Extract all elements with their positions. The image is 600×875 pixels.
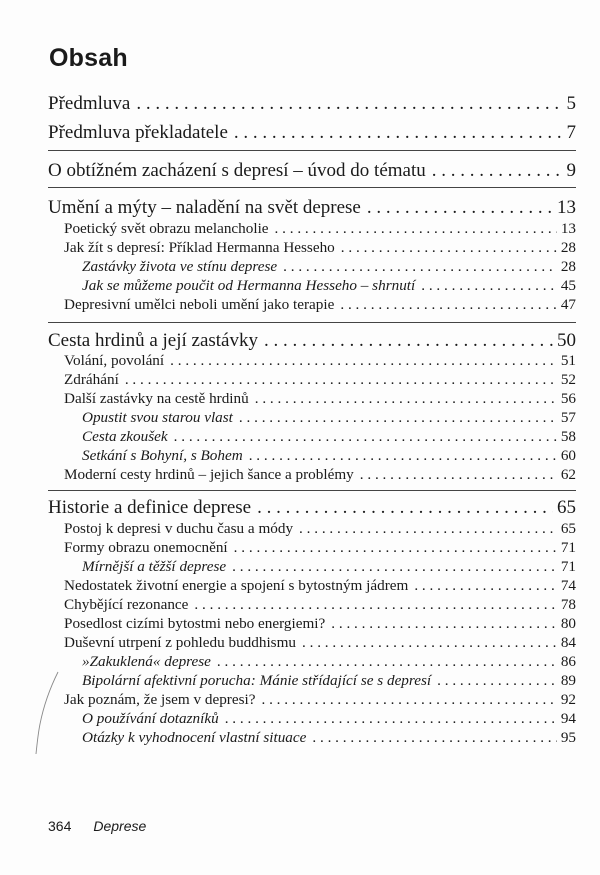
toc-subentry: [64, 239, 576, 257]
entry-page: 28: [560, 239, 576, 256]
section-divider: [48, 322, 576, 323]
toc-subsubentry: [82, 558, 576, 576]
dot-leader: [234, 539, 557, 557]
toc-subsubentry: [82, 258, 576, 276]
entry-page: 13: [557, 197, 576, 218]
entry-page: 7: [566, 122, 576, 143]
entry-title: Formy obrazu onemocnění: [64, 539, 228, 556]
dot-leader: [232, 558, 557, 576]
entry-page: 84: [560, 634, 576, 651]
dot-leader: [261, 691, 556, 709]
toc-subentry: [64, 390, 576, 408]
entry-title: »Zakuklená« deprese: [82, 653, 211, 670]
entry-page: 65: [557, 497, 576, 518]
entry-title: Další zastávky na cestě hrdinů: [64, 390, 249, 407]
entry-page: 58: [560, 428, 576, 445]
entry-page: 28: [560, 258, 576, 275]
dot-leader: [312, 729, 556, 747]
toc-subentry: [64, 577, 576, 595]
entry-title: Předmluva: [48, 93, 131, 114]
dot-leader: [170, 352, 557, 370]
toc-subsubentry: [82, 653, 576, 671]
entry-title: Chybějící rezonance: [64, 596, 189, 613]
entry-page: 94: [560, 710, 576, 727]
dot-leader: [257, 497, 553, 519]
dot-leader: [331, 615, 557, 633]
dot-leader: [360, 466, 557, 484]
dot-leader: [136, 93, 562, 115]
dot-leader: [414, 577, 556, 595]
entry-title: Nedostatek životní energie a spojení s bytostným jádrem: [64, 577, 409, 594]
dot-leader: [340, 296, 556, 314]
dot-leader: [249, 447, 557, 465]
chapter-title: Umění a mýty – naladění na svět deprese: [48, 197, 361, 218]
toc-subsubentry: [82, 409, 576, 427]
entry-page: 56: [560, 390, 576, 407]
dot-leader: [299, 520, 557, 538]
dot-leader: [125, 371, 557, 389]
section-divider: [48, 490, 576, 491]
page-footer: [48, 818, 146, 834]
toc-chapter: [48, 330, 576, 352]
entry-page: 13: [560, 220, 576, 237]
entry-page: 52: [560, 371, 576, 388]
toc-subentry: [64, 296, 576, 314]
footer-page-number: 364: [48, 818, 72, 834]
dot-leader: [225, 710, 557, 728]
toc-subentry: [64, 220, 576, 238]
toc-entry: [48, 122, 576, 144]
entry-title: Postoj k depresi v duchu času a módy: [64, 520, 294, 537]
entry-title: Předmluva překladatele: [48, 122, 228, 143]
dot-leader: [432, 160, 563, 182]
toc-subentry: [64, 539, 576, 557]
dot-leader: [264, 330, 553, 352]
section-divider: [48, 150, 576, 151]
toc-subsubentry: [82, 428, 576, 446]
entry-title: O obtížném zacházení s depresí – úvod do tématu: [48, 160, 426, 181]
pen-mark: [32, 668, 62, 758]
toc-subentry: [64, 596, 576, 614]
entry-page: 80: [560, 615, 576, 632]
entry-page: 9: [566, 160, 576, 181]
dot-leader: [437, 672, 557, 690]
entry-title: Moderní cesty hrdinů – jejich šance a problémy: [64, 466, 354, 483]
toc-entry: [48, 93, 576, 115]
entry-page: 95: [560, 729, 576, 746]
entry-page: 47: [560, 296, 576, 313]
entry-page: 45: [560, 277, 576, 294]
entry-title: O používání dotazníků: [82, 710, 219, 727]
entry-title: Duševní utrpení z pohledu buddhismu: [64, 634, 297, 651]
entry-page: 89: [560, 672, 576, 689]
entry-title: Otázky k vyhodnocení vlastní situace: [82, 729, 307, 746]
dot-leader: [367, 197, 553, 219]
toc-entry: [48, 160, 576, 182]
entry-title: Mírnější a těžší deprese: [82, 558, 227, 575]
page-title: Obsah: [49, 44, 128, 72]
entry-page: 86: [560, 653, 576, 670]
entry-page: 5: [566, 93, 576, 114]
toc-subsubentry: [82, 710, 576, 728]
entry-page: 65: [560, 520, 576, 537]
toc-subentry: [64, 371, 576, 389]
toc-chapter: [48, 197, 576, 219]
entry-page: 78: [560, 596, 576, 613]
toc-subsubentry: [82, 672, 576, 690]
dot-leader: [275, 220, 557, 238]
entry-title: Opustit svou starou vlast: [82, 409, 233, 426]
toc-chapter: [48, 497, 576, 519]
entry-title: Zastávky života ve stínu deprese: [82, 258, 278, 275]
entry-page: 62: [560, 466, 576, 483]
chapter-title: Cesta hrdinů a její zastávky: [48, 330, 258, 351]
toc-subentry: [64, 691, 576, 709]
entry-page: 50: [557, 330, 576, 351]
dot-leader: [341, 239, 557, 257]
dot-leader: [234, 122, 563, 144]
entry-page: 71: [560, 558, 576, 575]
entry-title: Poetický svět obrazu melancholie: [64, 220, 269, 237]
entry-title: Cesta zkoušek: [82, 428, 168, 445]
toc-subsubentry: [82, 277, 576, 295]
entry-page: 92: [560, 691, 576, 708]
entry-title: Posedlost cizími bytostmi nebo energiemi?: [64, 615, 326, 632]
entry-page: 74: [560, 577, 576, 594]
toc-subentry: [64, 352, 576, 370]
toc-subsubentry: [82, 447, 576, 465]
entry-title: Volání, povolání: [64, 352, 165, 369]
entry-title: Bipolární afektivní porucha: Mánie střídající se s depresí: [82, 672, 432, 689]
entry-title: Jak žít s depresí: Příklad Hermanna Hesseho: [64, 239, 335, 256]
toc-subentry: [64, 634, 576, 652]
toc-subentry: [64, 615, 576, 633]
section-divider: [48, 187, 576, 188]
footer-book-title: Deprese: [93, 818, 147, 834]
entry-title: Jak poznám, že jsem v depresi?: [64, 691, 256, 708]
toc-subentry: [64, 520, 576, 538]
dot-leader: [255, 390, 557, 408]
dot-leader: [239, 409, 557, 427]
entry-page: 71: [560, 539, 576, 556]
entry-page: 60: [560, 447, 576, 464]
dot-leader: [217, 653, 557, 671]
dot-leader: [283, 258, 557, 276]
dot-leader: [174, 428, 557, 446]
dot-leader: [194, 596, 556, 614]
entry-title: Setkání s Bohyní, s Bohem: [82, 447, 243, 464]
entry-page: 57: [560, 409, 576, 426]
chapter-title: Historie a definice deprese: [48, 497, 252, 518]
entry-title: Depresivní umělci neboli umění jako terapie: [64, 296, 335, 313]
dot-leader: [302, 634, 557, 652]
entry-page: 51: [560, 352, 576, 369]
entry-title: Jak se můžeme poučit od Hermanna Hesseho – shrnutí: [82, 277, 416, 294]
toc-subentry: [64, 466, 576, 484]
toc-subsubentry: [82, 729, 576, 747]
dot-leader: [421, 277, 557, 295]
entry-title: Zdráhání: [64, 371, 119, 388]
